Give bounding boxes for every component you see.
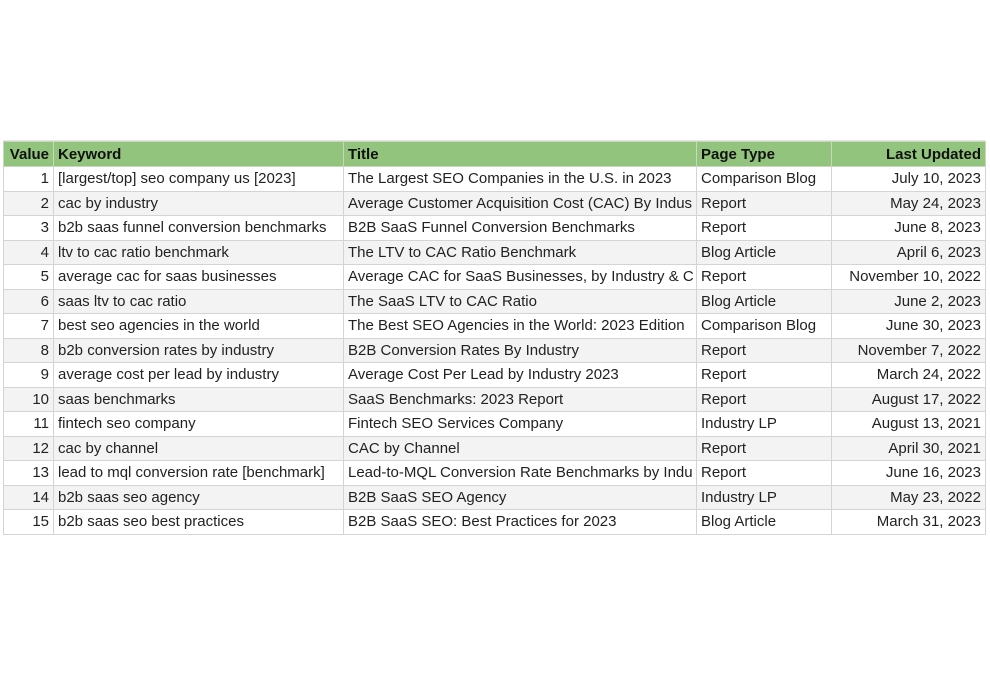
cell-keyword[interactable]: cac by industry	[54, 191, 344, 216]
column-header-keyword[interactable]: Keyword	[54, 142, 344, 167]
cell-last-updated[interactable]: May 23, 2022	[832, 485, 986, 510]
cell-page-type[interactable]: Report	[697, 338, 832, 363]
cell-last-updated[interactable]: November 7, 2022	[832, 338, 986, 363]
cell-keyword[interactable]: cac by channel	[54, 436, 344, 461]
cell-page-type[interactable]: Industry LP	[697, 412, 832, 437]
cell-value[interactable]: 9	[4, 363, 54, 388]
cell-title[interactable]: B2B SaaS SEO Agency	[344, 485, 697, 510]
table-row	[4, 461, 986, 486]
column-header-title[interactable]: Title	[344, 142, 697, 167]
cell-title[interactable]: B2B Conversion Rates By Industry	[344, 338, 697, 363]
cell-title[interactable]: Fintech SEO Services Company	[344, 412, 697, 437]
header-row	[4, 142, 986, 167]
cell-title[interactable]: SaaS Benchmarks: 2023 Report	[344, 387, 697, 412]
cell-value[interactable]: 10	[4, 387, 54, 412]
cell-page-type[interactable]: Report	[697, 363, 832, 388]
cell-value[interactable]: 4	[4, 240, 54, 265]
cell-title[interactable]: Average Customer Acquisition Cost (CAC) By Indus	[344, 191, 697, 216]
cell-last-updated[interactable]: June 8, 2023	[832, 216, 986, 241]
cell-keyword[interactable]: ltv to cac ratio benchmark	[54, 240, 344, 265]
cell-last-updated[interactable]: June 2, 2023	[832, 289, 986, 314]
cell-keyword[interactable]: best seo agencies in the world	[54, 314, 344, 339]
cell-value[interactable]: 3	[4, 216, 54, 241]
cell-value[interactable]: 14	[4, 485, 54, 510]
cell-page-type[interactable]: Blog Article	[697, 240, 832, 265]
cell-keyword[interactable]: [largest/top] seo company us [2023]	[54, 167, 344, 192]
cell-last-updated[interactable]: June 16, 2023	[832, 461, 986, 486]
cell-value[interactable]: 6	[4, 289, 54, 314]
table-row	[4, 167, 986, 192]
cell-keyword[interactable]: average cac for saas businesses	[54, 265, 344, 290]
table-row	[4, 289, 986, 314]
cell-keyword[interactable]: lead to mql conversion rate [benchmark]	[54, 461, 344, 486]
cell-keyword[interactable]: saas benchmarks	[54, 387, 344, 412]
table-row	[4, 240, 986, 265]
cell-keyword[interactable]: b2b saas seo best practices	[54, 510, 344, 535]
cell-keyword[interactable]: b2b saas funnel conversion benchmarks	[54, 216, 344, 241]
cell-title[interactable]: B2B SaaS Funnel Conversion Benchmarks	[344, 216, 697, 241]
cell-title[interactable]: Lead-to-MQL Conversion Rate Benchmarks by Indu	[344, 461, 697, 486]
table-row	[4, 510, 986, 535]
cell-keyword[interactable]: fintech seo company	[54, 412, 344, 437]
cell-title[interactable]: CAC by Channel	[344, 436, 697, 461]
cell-value[interactable]: 8	[4, 338, 54, 363]
cell-title[interactable]: B2B SaaS SEO: Best Practices for 2023	[344, 510, 697, 535]
cell-title[interactable]: The Best SEO Agencies in the World: 2023 Edition	[344, 314, 697, 339]
cell-value[interactable]: 15	[4, 510, 54, 535]
cell-value[interactable]: 2	[4, 191, 54, 216]
cell-page-type[interactable]: Comparison Blog	[697, 167, 832, 192]
cell-page-type[interactable]: Report	[697, 436, 832, 461]
cell-last-updated[interactable]: July 10, 2023	[832, 167, 986, 192]
cell-keyword[interactable]: b2b saas seo agency	[54, 485, 344, 510]
cell-last-updated[interactable]: March 24, 2022	[832, 363, 986, 388]
cell-title[interactable]: Average CAC for SaaS Businesses, by Industry & C	[344, 265, 697, 290]
keyword-table	[3, 141, 986, 535]
cell-last-updated[interactable]: April 6, 2023	[832, 240, 986, 265]
cell-keyword[interactable]: saas ltv to cac ratio	[54, 289, 344, 314]
cell-page-type[interactable]: Report	[697, 216, 832, 241]
cell-value[interactable]: 1	[4, 167, 54, 192]
cell-page-type[interactable]: Comparison Blog	[697, 314, 832, 339]
table-row	[4, 191, 986, 216]
cell-value[interactable]: 12	[4, 436, 54, 461]
cell-page-type[interactable]: Report	[697, 265, 832, 290]
table-row	[4, 338, 986, 363]
cell-page-type[interactable]: Report	[697, 387, 832, 412]
table-row	[4, 485, 986, 510]
cell-keyword[interactable]: average cost per lead by industry	[54, 363, 344, 388]
cell-last-updated[interactable]: March 31, 2023	[832, 510, 986, 535]
cell-title[interactable]: The Largest SEO Companies in the U.S. in 2023	[344, 167, 697, 192]
table-row	[4, 436, 986, 461]
cell-value[interactable]: 7	[4, 314, 54, 339]
cell-page-type[interactable]: Industry LP	[697, 485, 832, 510]
table-row	[4, 314, 986, 339]
cell-last-updated[interactable]: August 13, 2021	[832, 412, 986, 437]
cell-page-type[interactable]: Report	[697, 461, 832, 486]
table-row	[4, 363, 986, 388]
cell-title[interactable]: Average Cost Per Lead by Industry 2023	[344, 363, 697, 388]
table-row	[4, 265, 986, 290]
column-header-last-updated[interactable]: Last Updated	[832, 142, 986, 167]
cell-last-updated[interactable]: April 30, 2021	[832, 436, 986, 461]
cell-value[interactable]: 5	[4, 265, 54, 290]
cell-page-type[interactable]: Report	[697, 191, 832, 216]
spreadsheet	[3, 141, 985, 535]
cell-page-type[interactable]: Blog Article	[697, 289, 832, 314]
cell-title[interactable]: The SaaS LTV to CAC Ratio	[344, 289, 697, 314]
table-body	[4, 167, 986, 535]
cell-page-type[interactable]: Blog Article	[697, 510, 832, 535]
table-row	[4, 216, 986, 241]
cell-title[interactable]: The LTV to CAC Ratio Benchmark	[344, 240, 697, 265]
cell-value[interactable]: 11	[4, 412, 54, 437]
cell-last-updated[interactable]: August 17, 2022	[832, 387, 986, 412]
cell-keyword[interactable]: b2b conversion rates by industry	[54, 338, 344, 363]
table-row	[4, 412, 986, 437]
cell-last-updated[interactable]: May 24, 2023	[832, 191, 986, 216]
cell-value[interactable]: 13	[4, 461, 54, 486]
cell-last-updated[interactable]: November 10, 2022	[832, 265, 986, 290]
column-header-value[interactable]: Value	[4, 142, 54, 167]
table-row	[4, 387, 986, 412]
cell-last-updated[interactable]: June 30, 2023	[832, 314, 986, 339]
column-header-page-type[interactable]: Page Type	[697, 142, 832, 167]
